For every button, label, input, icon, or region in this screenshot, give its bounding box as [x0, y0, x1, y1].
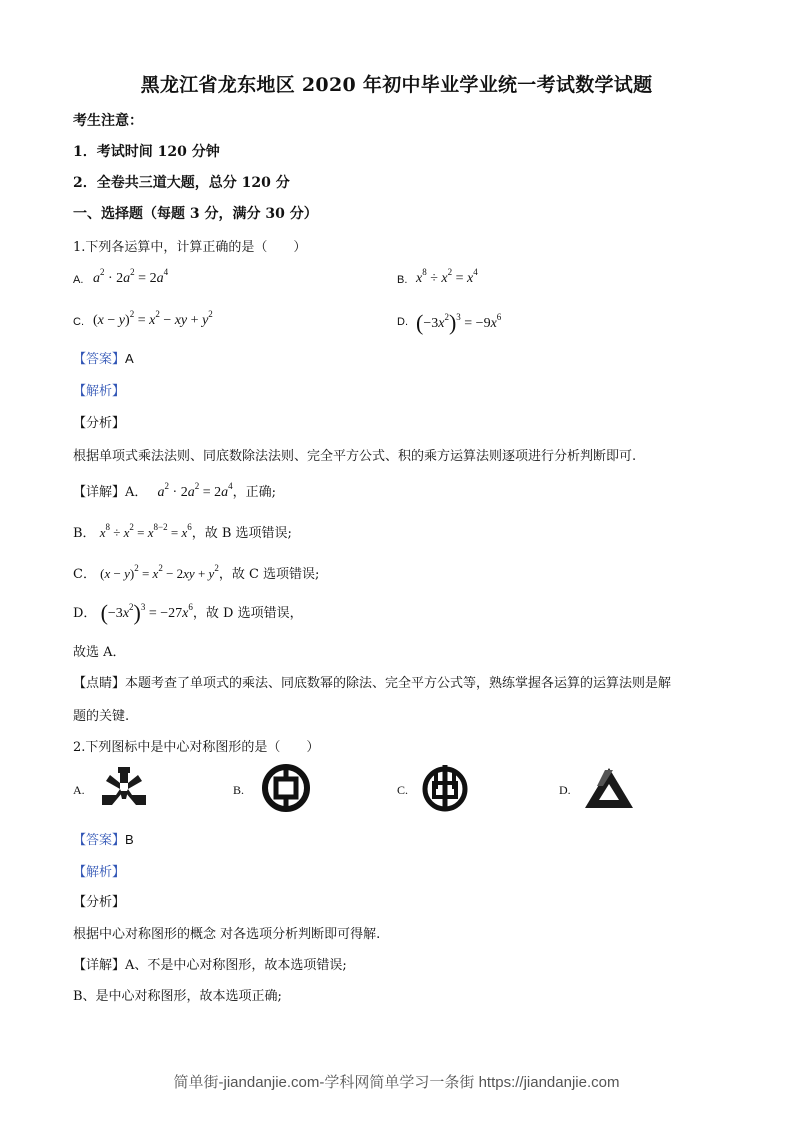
q1-fenxi-text: 根据单项式乘法法则、同底数除法法则、完全平方公式、积的乘方运算法则逐项进行分析判断即可. — [73, 449, 637, 464]
q2-option-d-logo-icon — [583, 766, 635, 810]
section-heading: 一、选择题（每题 3 分，满分 30 分） — [73, 206, 318, 222]
q2-stem: 2.下列图标中是中心对称图形的是（ ） — [73, 740, 320, 755]
q1-option-c-label: C. — [73, 316, 84, 328]
notice-heading: 考生注意： — [73, 113, 143, 129]
q1-fenxi-tag: 【分析】 — [73, 416, 126, 431]
notice-item-2: 2．全卷共三道大题，总分 120 分 — [73, 175, 290, 191]
q2-option-b-label: B. — [233, 783, 245, 797]
page-title: 黑龙江省龙东地区 2020 年初中毕业学业统一考试数学试题 — [140, 74, 653, 96]
q1-answer-value: A — [125, 351, 134, 366]
q1-detail-c-suffix: ，故 C 选项错误; — [218, 567, 320, 582]
q2-option-c-label: C. — [397, 783, 409, 797]
notice-item-1: 1．考试时间 120 分钟 — [73, 144, 220, 160]
q2-answer-tag: 【答案】 — [73, 833, 126, 848]
q1-detail-a-prefix: A． — [125, 485, 148, 500]
q1-dianjing-text1: 本题考查了单项式的乘法、同底数幂的除法、完全平方公式等，熟练掌握各运算的运算法则是解 — [125, 676, 672, 691]
q1-dianjing-line2: 题的关键. — [73, 709, 130, 724]
q2-detail-a-text: A、不是中心对称图形，故本选项错误; — [125, 958, 347, 973]
q2-detail-tag: 【详解】 — [73, 958, 126, 973]
q1-detail-c-prefix: C． — [73, 567, 96, 582]
q2-option-b-logo-icon — [261, 763, 311, 813]
q1-dianjing-tag: 【点睛】 — [73, 676, 126, 691]
q1-answer-tag: 【答案】 — [73, 352, 126, 367]
q2-fenxi-tag: 【分析】 — [73, 895, 126, 910]
q1-analysis-tag: 【解析】 — [73, 384, 126, 399]
q1-detail-d-formula: $(-3x^2)^3 = -27x^6$ — [100, 600, 193, 625]
q2-analysis-line — [73, 861, 125, 880]
q1-option-d-formula: $(-3x^2)^3 = -9x^6$ — [416, 310, 502, 335]
q1-dianjing-line1 — [73, 672, 671, 691]
q1-analysis-line — [73, 380, 125, 399]
q2-answer-value: B — [125, 832, 134, 847]
q1-detail-b-formula: $x^8 \div x^2 = x^{8-2} = x^6$ — [99, 522, 192, 540]
q1-detail-tag: 【详解】 — [73, 485, 126, 500]
q1-detail-c-line — [73, 563, 319, 582]
page-footer: 简单街-jiandanjie.com-学科网简单学习一条街 https://jiandanjie.com — [173, 1074, 620, 1091]
q2-option-a-label: A. — [73, 783, 85, 797]
q2-option-c-logo-icon — [420, 763, 470, 813]
q1-detail-a-formula: $a^2 \cdot 2a^2 = 2a^4$ — [157, 481, 233, 500]
q1-option-c-formula: $(x - y)^2 = x^2$ − xy + $y^2$ — [93, 309, 213, 328]
q2-detail-a-line — [73, 954, 347, 973]
q2-fenxi-text: 根据中心对称图形的概念 对各选项分析判断即可得解. — [73, 927, 381, 942]
q1-detail-b-line — [73, 522, 292, 541]
q1-answer-line — [73, 348, 134, 367]
q1-detail-c-formula: $(x - y)^2 = x^2 - 2xy + y^2$ — [100, 563, 219, 581]
q2-option-a-logo-icon — [96, 765, 152, 809]
q1-option-a-label: A. — [73, 274, 84, 286]
q1-detail-d-suffix: ，故 D 选项错误， — [192, 606, 303, 621]
q2-option-d-label: D. — [559, 783, 571, 797]
q1-option-b-formula: $x^8 \div x^2 = x^4$ — [416, 267, 478, 286]
q2-detail-b-line: B、是中心对称图形，故本选项正确; — [73, 989, 282, 1004]
q1-stem: 1.下列各运算中，计算正确的是（ ） — [73, 240, 307, 255]
q1-detail-b-prefix: B． — [73, 526, 96, 541]
q1-option-d-label: D. — [397, 316, 408, 328]
q1-choose: 故选 A． — [73, 645, 126, 660]
q1-detail-d-prefix: D． — [73, 606, 97, 621]
q2-analysis-tag: 【解析】 — [73, 865, 126, 880]
q1-detail-d-line — [73, 600, 303, 626]
q2-answer-line — [73, 829, 134, 848]
q1-detail-b-suffix: ，故 B 选项错误; — [191, 526, 292, 541]
q1-detail-a-suffix: ，正确; — [232, 485, 277, 500]
q1-option-b-label: B. — [397, 274, 408, 286]
q1-detail-a-line — [73, 481, 276, 501]
q1-option-a-formula: $a^2 \cdot 2a^2 = 2a^4$ — [93, 267, 169, 286]
